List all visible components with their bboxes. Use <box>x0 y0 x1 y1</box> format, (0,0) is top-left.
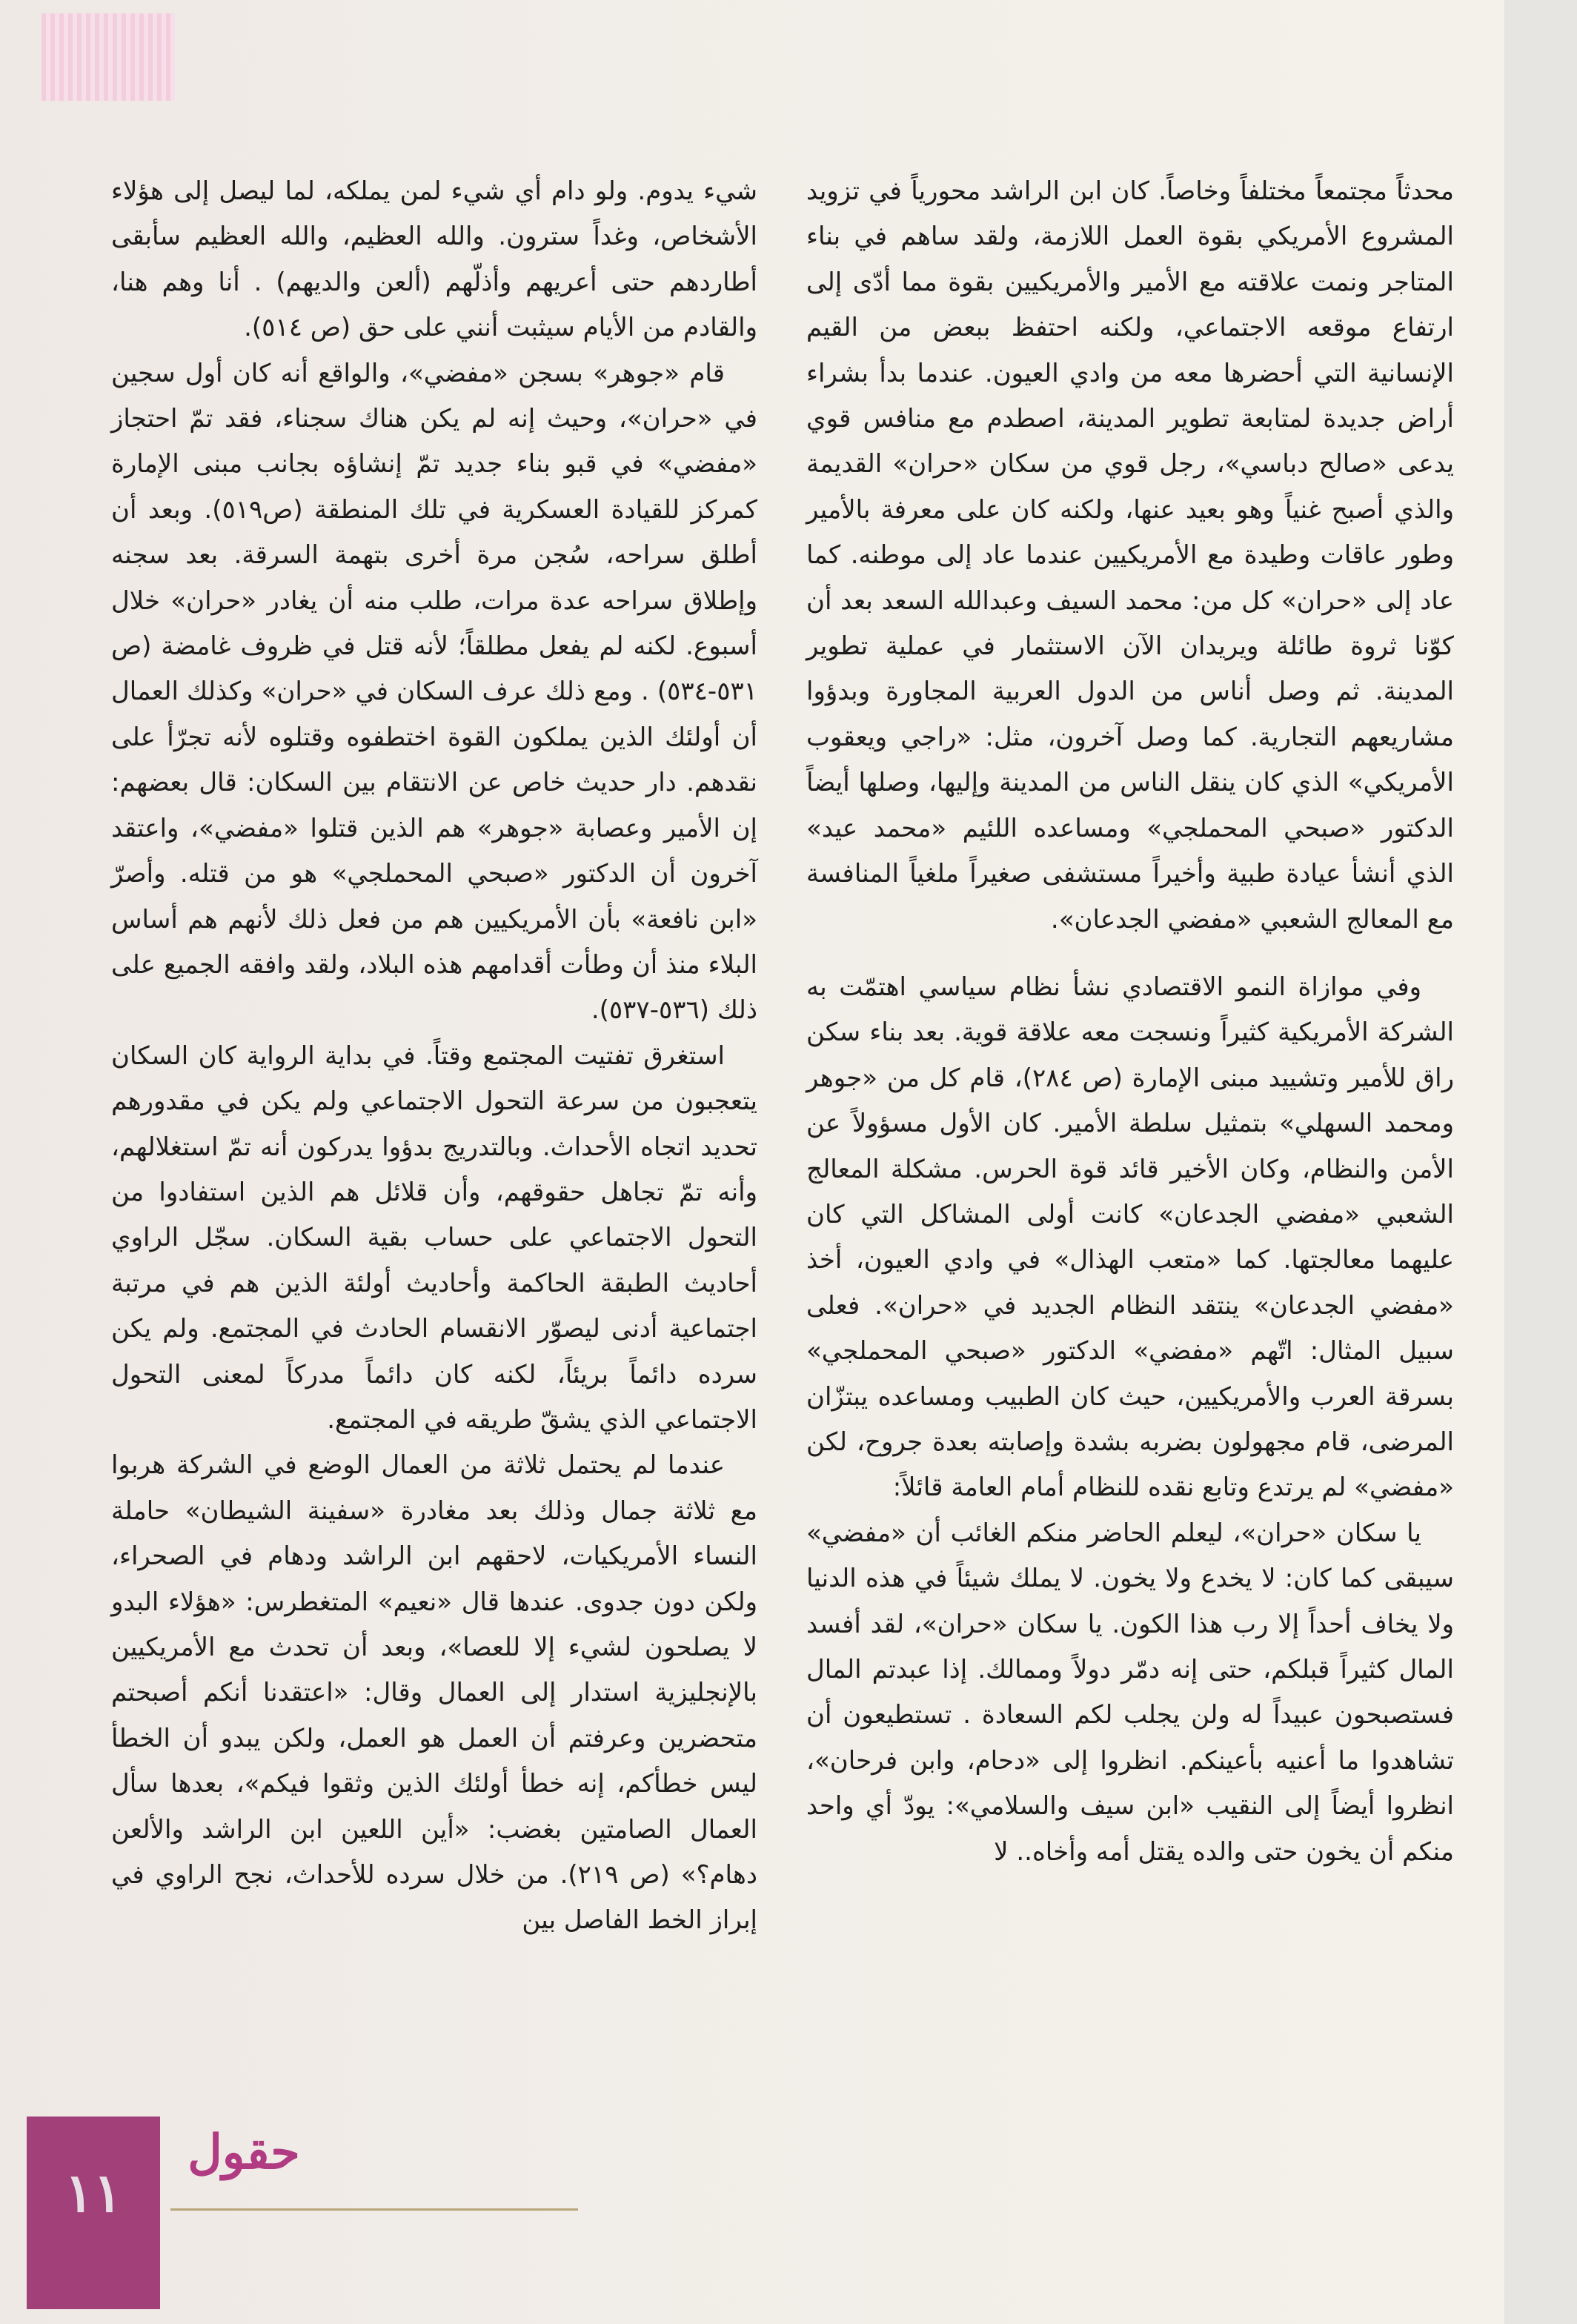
paragraph: شيء يدوم. ولو دام أي شيء لمن يملكه، لما ليصل إلى هؤلاء الأشخاص، وغداً سترون. والله العظيم، والله العظيم سأبقى أطاردهم حتى أعريهم وأذلّهم (ألعن والديهم) . أنا وهم هنا، والقادم من الأيام سيثبت أنني على حق (ص ٥١٤). <box>111 176 757 343</box>
quote-paragraph: يا سكان «حران»، ليعلم الحاضر منكم الغائب أن «مفضي» سيبقى كما كان: لا يخدع ولا يخون. لا يملك شيئاً في هذه الدنيا ولا يخاف أحداً إلا رب هذا الكون. يا سكان «حران»، لقد أفسد المال كثيراً قبلكم، حتى إنه دمّر دولاً وممالك. إذا عبدتم المال فستصبحون عبيداً له ولن يجلب لكم السعادة . تستطيعون أن تشاهدوا ما أعنيه بأعينكم. انظروا إلى «دحام، وابن فرحان»، انظروا أيضاً إلى النقيب «ابن سيف والسلامي»: يودّ أي واحد منكم أن يخون حتى والده يقتل أمه وأخاه.. لا <box>806 1518 1454 1867</box>
page-number: ١١ <box>64 2161 122 2224</box>
left-text-column <box>111 169 757 1944</box>
magazine-logo: حقول <box>187 2125 300 2180</box>
decorative-stripe <box>42 13 175 101</box>
paragraph: محدثاً مجتمعاً مختلفاً وخاصاً. كان ابن الراشد محورياً في تزويد المشروع الأمريكي بقوة العمل اللازمة، ولقد ساهم في بناء المتاجر ونمت علاقته مع الأمير والأمريكيين بقوة مما أدّى إلى ارتفاع موقعه الاجتماعي، ولكنه احتفظ ببعض من القيم الإنسانية التي أحضرها معه من وادي العيون. عندما بدأ بشراء أراض جديدة لمتابعة تطوير المدينة، اصطدم مع منافس قوي يدعى «صالح دباسي»، رجل قوي من سكان «حران» القديمة والذي أصبح غنياً وهو بعيد عنها، ولكنه كان على معرفة بالأمير وطور عاقات وطيدة مع الأمريكيين عندما عاد إلى موطنه. كما عاد إلى «حران» كل من: محمد السيف وعبدالله السعد بعد أن كوّنا ثروة طائلة ويريدان الآن الاستثمار في عملية تطوير المدينة. ثم وصل أناس من الدول العربية المجاورة وبدؤوا مشاريعهم التجارية. كما وصل آخرون، مثل: «راجي ويعقوب الأمريكي» الذي كان ينقل الناس من المدينة وإليها، وصلها أيضاً الدكتور «صبحي المحملجي» ومساعده اللئيم «محمد عيد» الذي أنشأ عيادة طبية وأخيراً مستشفى صغيراً ملغياً المنافسة مع المعالج الشعبي «مفضي الجدعان». <box>806 176 1454 934</box>
paragraph: استغرق تفتيت المجتمع وقتاً. في بداية الرواية كان السكان يتعجبون من سرعة التحول الاجتماعي ولم يكن في مقدورهم تحديد اتجاه الأحداث. وبالتدريج بدؤوا يدركون أنه تمّ استغلالهم، وأنه تمّ تجاهل حقوقهم، وأن قلائل هم الذين استفادوا من التحول الاجتماعي على حساب بقية السكان. سجّل الراوي أحاديث الطبقة الحاكمة وأحاديث أولئة الذين هم في مرتبة اجتماعية أدنى ليصوّر الانقسام الحادث في المجتمع. ولم يكن سرده دائماً بريئاً، لكنه كان دائماً مدركاً لمعنى التحول الاجتماعي الذي يشقّ طريقه في المجتمع. <box>111 1040 757 1435</box>
right-text-column <box>806 169 1454 1875</box>
paragraph: وفي موازاة النمو الاقتصادي نشأ نظام سياسي اهتمّت به الشركة الأمريكية كثيراً ونسجت معه علاقة قوية. بعد بناء سكن راق للأمير وتشييد مبنى الإمارة (ص ٢٨٤)، قام كل من «جوهر ومحمد السهلي» بتمثيل سلطة الأمير. كان الأول مسؤولاً عن الأمن والنظام، وكان الأخير قائد قوة الحرس. مشكلة المعالج الشعبي «مفضي الجدعان» كانت أولى المشاكل التي كان عليهما معالجتها. كما «متعب الهذال» في وادي العيون، أخذ «مفضي الجدعان» ينتقد النظام الجديد في «حران». فعلى سبيل المثال: اتّهم «مفضي» الدكتور «صبحي المحملجي» بسرقة العرب والأمريكيين، حيث كان الطبيب ومساعده يبتزّان المرضى، قام مجهولون بضربه بشدة وإصابته بعدة جروح، لكن «مفضي» لم يرتدع وتابع نقده للنظام أمام العامة قائلاً: <box>806 972 1454 1503</box>
paragraph: قام «جوهر» بسجن «مفضي»، والواقع أنه كان أول سجين في «حران»، وحيث إنه لم يكن هناك سجناء، فقد تمّ احتجاز «مفضي» في قبو بناء جديد تمّ إنشاؤه بجانب مبنى الإمارة كمركز للقيادة العسكرية في تلك المنطقة (ص٥١٩). وبعد أن أطلق سراحه، سُجن مرة أخرى بتهمة السرقة. بعد سجنه وإطلاق سراحه عدة مرات، طلب منه أن يغادر «حران» خلال أسبوع. لكنه لم يفعل مطلقاً؛ لأنه قتل في ظروف غامضة (ص ٥٣١-٥٣٤) . ومع ذلك عرف السكان في «حران» وكذلك العمال أن أولئك الذين يملكون القوة اختطفوه وقتلوه لأنه تجرّأ على نقدهم. دار حديث خاص عن الانتقام بين السكان: قال بعضهم: إن الأمير وعصابة «جوهر» هم الذين قتلوا «مفضي»، واعتقد آخرون أن الدكتور «صبحي المحملجي» هو من قتله. وأصرّ «ابن نافعة» بأن الأمريكيين هم من فعل ذلك لأنهم هم أساس البلاء منذ أن وطأت أقدامهم هذه البلاد، ولقد وافقه الجميع على ذلك (٥٣٦-٥٣٧). <box>111 358 757 1026</box>
page-edge <box>1504 0 1577 2324</box>
paragraph: عندما لم يحتمل ثلاثة من العمال الوضع في الشركة هربوا مع ثلاثة جمال وذلك بعد مغادرة «سفينة الشيطان» حاملة النساء الأمريكيات، لاحقهم ابن الراشد ودهام في الصحراء، ولكن دون جدوى. عندها قال «نعيم» المتغطرس: «هؤلاء البدو لا يصلحون لشيء إلا للعصا»، وبعد أن تحدث مع الأمريكيين بالإنجليزية استدار إلى العمال وقال: «اعتقدنا أنكم أصبحتم متحضرين وعرفتم أن العمل هو العمل، ولكن يبدو أن الخطأ ليس خطأكم، إنه خطأ أولئك الذين وثقوا فيكم»، بعدها سأل العمال الصامتين بغضب: «أين اللعين ابن الراشد والألعن دهام؟» (ص ٢١٩). من خلال سرده للأحداث، نجح الراوي في إبراز الخط الفاصل بين <box>111 1450 757 1936</box>
footer-rule <box>170 2208 578 2211</box>
